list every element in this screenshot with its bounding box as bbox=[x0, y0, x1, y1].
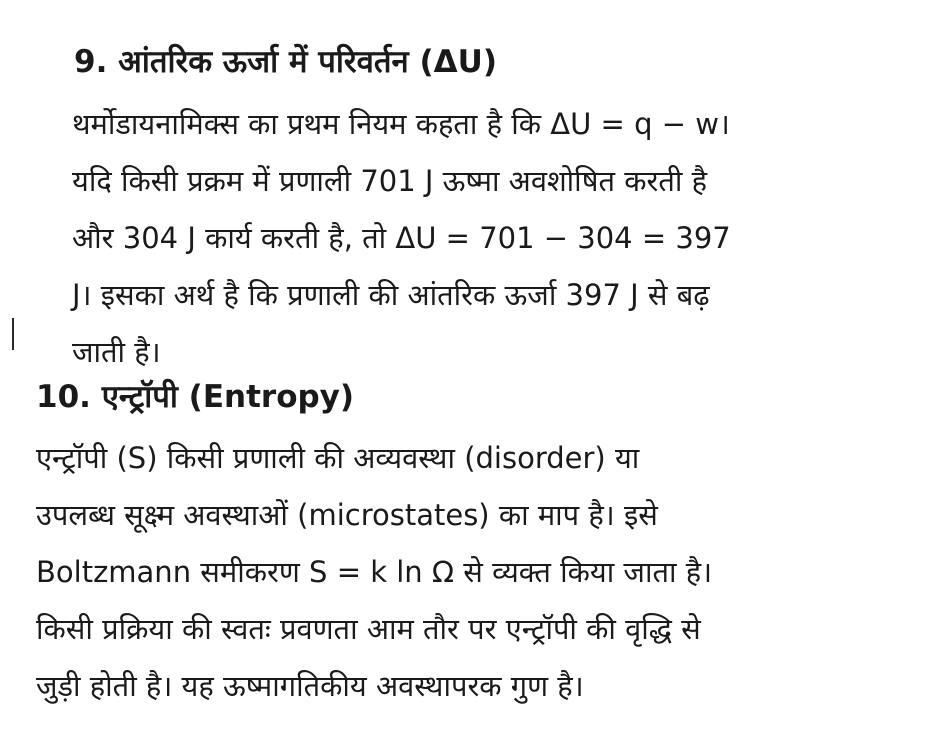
paragraph-line: जुड़ी होती है। यह ऊष्मागतिकीय अवस्थापरक गुण है। bbox=[36, 669, 584, 703]
paragraph-line: उपलब्ध सूक्ष्म अवस्थाओं (microstates) का माप है। इसे bbox=[36, 498, 658, 532]
paragraph-line: किसी प्रक्रिया की स्वतः प्रवणता आम तौर पर एन्ट्रॉपी की वृद्धि से bbox=[36, 612, 701, 646]
section-10-paragraph bbox=[36, 430, 712, 715]
paragraph-line: जाती है। bbox=[72, 335, 161, 369]
paragraph-line: Boltzmann समीकरण S = k ln Ω से व्यक्त किया जाता है। bbox=[36, 555, 713, 589]
page-edge-mark bbox=[12, 318, 14, 350]
paragraph-line: और 304 J कार्य करती है, तो ΔU = 701 − 304 = 397 bbox=[72, 221, 731, 255]
section-9-paragraph bbox=[72, 96, 731, 381]
paragraph-line: थर्मोडायनामिक्स का प्रथम नियम कहता है कि ΔU = q − w। bbox=[72, 107, 730, 141]
paragraph-line: J। इसका अर्थ है कि प्रणाली की आंतरिक ऊर्जा 397 J से बढ़ bbox=[72, 278, 710, 312]
section-10-heading: 10. एन्ट्रॉपी (Entropy) bbox=[36, 379, 355, 415]
section-9-heading: 9. आंतरिक ऊर्जा में परिवर्तन (ΔU) bbox=[74, 44, 498, 80]
paragraph-line: यदि किसी प्रक्रम में प्रणाली 701 J ऊष्मा अवशोषित करती है bbox=[72, 164, 707, 198]
paragraph-line: एन्ट्रॉपी (S) किसी प्रणाली की अव्यवस्था (disorder) या bbox=[36, 441, 640, 475]
